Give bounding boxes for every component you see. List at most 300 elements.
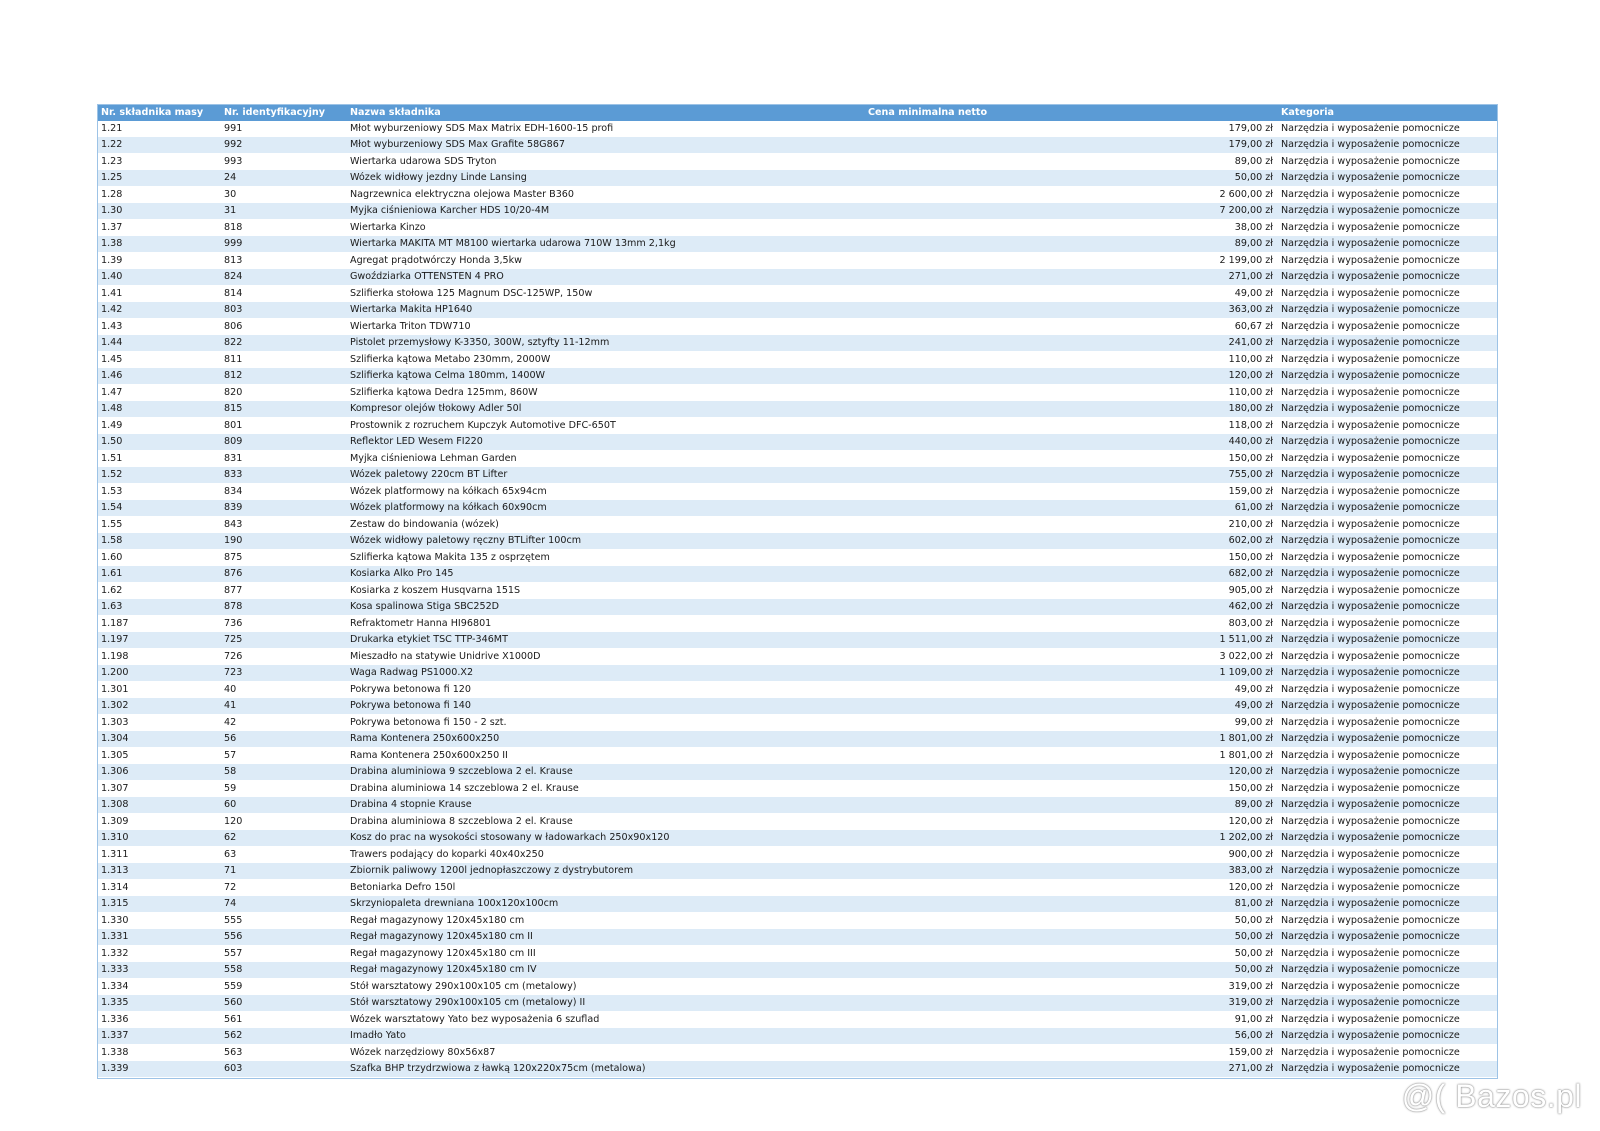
cell-category: Narzędzia i wyposażenie pomocnicze bbox=[1281, 799, 1460, 810]
cell-name: Wiertarka udarowa SDS Tryton bbox=[350, 155, 497, 167]
cell-price: 49,00 zł bbox=[1234, 700, 1273, 711]
cell-category: Narzędzia i wyposażenie pomocnicze bbox=[1281, 436, 1460, 447]
table-row bbox=[98, 616, 1497, 633]
cell-name: Szlifierka kątowa Celma 180mm, 1400W bbox=[350, 370, 546, 381]
cell-category: Narzędzia i wyposażenie pomocnicze bbox=[1281, 1030, 1460, 1041]
cell-name: Drabina aluminiowa 14 szczeblowa 2 el. Krause bbox=[350, 782, 579, 794]
cell-category: Narzędzia i wyposażenie pomocnicze bbox=[1281, 469, 1460, 480]
cell-nr: 1.44 bbox=[101, 337, 123, 348]
cell-nr: 1.330 bbox=[101, 914, 129, 926]
cell-id: 991 bbox=[224, 122, 243, 134]
cell-nr: 1.335 bbox=[101, 997, 129, 1008]
cell-category: Narzędzia i wyposażenie pomocnicze bbox=[1281, 287, 1460, 299]
cell-id: 71 bbox=[224, 865, 237, 876]
table-row bbox=[98, 550, 1497, 567]
table-row bbox=[98, 781, 1497, 798]
cell-name: Wózek paletowy 220cm BT Lifter bbox=[350, 469, 508, 480]
cell-nr: 1.307 bbox=[101, 782, 129, 794]
cell-name: Refraktometr Hanna HI96801 bbox=[350, 617, 492, 629]
cell-name: Kosiarka z koszem Husqvarna 151S bbox=[350, 584, 521, 596]
cell-price: 1 202,00 zł bbox=[1219, 832, 1273, 843]
cell-nr: 1.198 bbox=[101, 650, 129, 662]
cell-category: Narzędzia i wyposażenie pomocnicze bbox=[1281, 1046, 1460, 1058]
cell-nr: 1.21 bbox=[101, 122, 123, 134]
cell-category: Narzędzia i wyposażenie pomocnicze bbox=[1281, 815, 1460, 827]
cell-price: 271,00 zł bbox=[1228, 1063, 1273, 1074]
cell-id: 60 bbox=[224, 799, 237, 810]
cell-name: Kompresor olejów tłokowy Adler 50l bbox=[350, 403, 522, 414]
table-row bbox=[98, 632, 1497, 649]
cell-nr: 1.45 bbox=[101, 353, 123, 365]
table-row bbox=[98, 154, 1497, 171]
cell-id: 62 bbox=[224, 832, 237, 843]
cell-price: 159,00 zł bbox=[1228, 1046, 1273, 1058]
table-row bbox=[98, 385, 1497, 402]
table-row bbox=[98, 979, 1497, 996]
table-row bbox=[98, 203, 1497, 220]
cell-id: 24 bbox=[224, 172, 237, 183]
cell-nr: 1.302 bbox=[101, 700, 129, 711]
cell-id: 736 bbox=[224, 617, 243, 629]
cell-category: Narzędzia i wyposażenie pomocnicze bbox=[1281, 304, 1460, 315]
cell-price: 440,00 zł bbox=[1228, 436, 1273, 447]
cell-category: Narzędzia i wyposażenie pomocnicze bbox=[1281, 386, 1460, 398]
cell-price: 1 109,00 zł bbox=[1219, 667, 1273, 678]
cell-id: 723 bbox=[224, 667, 243, 678]
cell-id: 559 bbox=[224, 980, 243, 992]
cell-price: 2 600,00 zł bbox=[1219, 188, 1273, 200]
cell-nr: 1.60 bbox=[101, 551, 123, 563]
cell-name: Szlifierka kątowa Metabo 230mm, 2000W bbox=[350, 353, 551, 365]
cell-id: 811 bbox=[224, 353, 243, 365]
cell-price: 682,00 zł bbox=[1228, 568, 1273, 579]
cell-id: 562 bbox=[224, 1030, 243, 1041]
table-row bbox=[98, 451, 1497, 468]
cell-nr: 1.25 bbox=[101, 172, 123, 183]
cell-nr: 1.303 bbox=[101, 716, 129, 728]
cell-name: Regał magazynowy 120x45x180 cm IV bbox=[350, 964, 537, 975]
cell-id: 875 bbox=[224, 551, 243, 563]
cell-name: Wózek warsztatowy Yato bez wyposażenia 6 szuflad bbox=[350, 1013, 600, 1025]
cell-category: Narzędzia i wyposażenie pomocnicze bbox=[1281, 997, 1460, 1008]
cell-price: 363,00 zł bbox=[1228, 304, 1273, 315]
cell-category: Narzędzia i wyposażenie pomocnicze bbox=[1281, 403, 1460, 414]
cell-name: Pokrywa betonowa fi 140 bbox=[350, 700, 472, 711]
cell-price: 803,00 zł bbox=[1228, 617, 1273, 629]
cell-nr: 1.46 bbox=[101, 370, 123, 381]
cell-nr: 1.51 bbox=[101, 452, 123, 464]
cell-price: 1 801,00 zł bbox=[1219, 749, 1273, 761]
cell-id: 822 bbox=[224, 337, 243, 348]
table-row bbox=[98, 302, 1497, 319]
cell-nr: 1.42 bbox=[101, 304, 123, 315]
cell-price: 120,00 zł bbox=[1228, 881, 1273, 893]
cell-price: 241,00 zł bbox=[1228, 337, 1273, 348]
cell-category: Narzędzia i wyposażenie pomocnicze bbox=[1281, 667, 1460, 678]
cell-category: Narzędzia i wyposażenie pomocnicze bbox=[1281, 337, 1460, 348]
cell-category: Narzędzia i wyposażenie pomocnicze bbox=[1281, 964, 1460, 975]
cell-id: 824 bbox=[224, 271, 243, 282]
table-body bbox=[98, 121, 1497, 1078]
cell-name: Szlifierka kątowa Makita 135 z osprzętem bbox=[350, 551, 550, 563]
cell-nr: 1.313 bbox=[101, 865, 129, 876]
cell-price: 91,00 zł bbox=[1234, 1013, 1273, 1025]
cell-category: Narzędzia i wyposażenie pomocnicze bbox=[1281, 650, 1460, 662]
cell-name: Wózek narzędziowy 80x56x87 bbox=[350, 1046, 496, 1058]
cell-name: Zbiornik paliwowy 1200l jednopłaszczowy z dystrybutorem bbox=[350, 865, 634, 876]
cell-id: 556 bbox=[224, 931, 243, 942]
table-row bbox=[98, 962, 1497, 979]
cell-price: 755,00 zł bbox=[1228, 469, 1273, 480]
table-row bbox=[98, 1028, 1497, 1045]
table-row bbox=[98, 533, 1497, 550]
cell-id: 809 bbox=[224, 436, 243, 447]
cell-name: Szafka BHP trzydrzwiowa z ławką 120x220x75cm (metalowa) bbox=[350, 1063, 646, 1074]
cell-price: 81,00 zł bbox=[1234, 898, 1273, 909]
cell-id: 561 bbox=[224, 1013, 243, 1025]
cell-nr: 1.339 bbox=[101, 1063, 129, 1074]
cell-name: Wózek platformowy na kółkach 65x94cm bbox=[350, 485, 547, 497]
header-price: Cena minimalna netto bbox=[868, 107, 988, 118]
table-row bbox=[98, 335, 1497, 352]
cell-category: Narzędzia i wyposażenie pomocnicze bbox=[1281, 700, 1460, 711]
cell-category: Narzędzia i wyposażenie pomocnicze bbox=[1281, 601, 1460, 612]
cell-price: 89,00 zł bbox=[1234, 799, 1273, 810]
cell-price: 1 801,00 zł bbox=[1219, 733, 1273, 744]
cell-category: Narzędzia i wyposażenie pomocnicze bbox=[1281, 139, 1460, 150]
cell-nr: 1.304 bbox=[101, 733, 129, 744]
table-row bbox=[98, 995, 1497, 1012]
table-row bbox=[98, 170, 1497, 187]
cell-id: 813 bbox=[224, 254, 243, 266]
cell-name: Wiertarka MAKITA MT M8100 wiertarka udarowa 710W 13mm 2,1kg bbox=[350, 238, 676, 249]
cell-nr: 1.310 bbox=[101, 832, 129, 843]
table-row bbox=[98, 814, 1497, 831]
cell-id: 42 bbox=[224, 716, 237, 728]
cell-category: Narzędzia i wyposażenie pomocnicze bbox=[1281, 766, 1460, 777]
table-row bbox=[98, 698, 1497, 715]
cell-nr: 1.336 bbox=[101, 1013, 129, 1025]
cell-nr: 1.332 bbox=[101, 947, 129, 959]
cell-price: 50,00 zł bbox=[1234, 931, 1273, 942]
table-row bbox=[98, 863, 1497, 880]
cell-name: Regał magazynowy 120x45x180 cm II bbox=[350, 931, 533, 942]
cell-name: Młot wyburzeniowy SDS Max Grafite 58G867 bbox=[350, 139, 565, 150]
cell-category: Narzędzia i wyposażenie pomocnicze bbox=[1281, 617, 1460, 629]
cell-nr: 1.23 bbox=[101, 155, 123, 167]
cell-nr: 1.315 bbox=[101, 898, 129, 909]
table-row bbox=[98, 896, 1497, 913]
cell-price: 50,00 zł bbox=[1234, 947, 1273, 959]
cell-price: 271,00 zł bbox=[1228, 271, 1273, 282]
cell-nr: 1.333 bbox=[101, 964, 129, 975]
cell-name: Prostownik z rozruchem Kupczyk Automotive DFC-650T bbox=[350, 419, 616, 431]
cell-name: Waga Radwag PS1000.X2 bbox=[350, 667, 474, 678]
cell-price: 56,00 zł bbox=[1234, 1030, 1273, 1041]
cell-name: Kosa spalinowa Stiga SBC252D bbox=[350, 601, 500, 612]
cell-name: Stół warsztatowy 290x100x105 cm (metalowy) II bbox=[350, 997, 586, 1008]
cell-price: 120,00 zł bbox=[1228, 815, 1273, 827]
cell-name: Wiertarka Triton TDW710 bbox=[350, 320, 471, 332]
cell-name: Wiertarka Makita HP1640 bbox=[350, 304, 473, 315]
cell-name: Agregat prądotwórczy Honda 3,5kw bbox=[350, 254, 523, 266]
cell-price: 159,00 zł bbox=[1228, 485, 1273, 497]
cell-category: Narzędzia i wyposażenie pomocnicze bbox=[1281, 122, 1460, 134]
cell-id: 31 bbox=[224, 205, 237, 216]
cell-nr: 1.49 bbox=[101, 419, 123, 431]
cell-name: Rama Kontenera 250x600x250 II bbox=[350, 749, 508, 761]
table-row bbox=[98, 797, 1497, 814]
table-row bbox=[98, 220, 1497, 237]
cell-category: Narzędzia i wyposażenie pomocnicze bbox=[1281, 518, 1460, 530]
cell-category: Narzędzia i wyposażenie pomocnicze bbox=[1281, 419, 1460, 431]
table-row bbox=[98, 319, 1497, 336]
cell-category: Narzędzia i wyposażenie pomocnicze bbox=[1281, 238, 1460, 249]
cell-id: 557 bbox=[224, 947, 243, 959]
cell-id: 834 bbox=[224, 485, 243, 497]
cell-name: Stół warsztatowy 290x100x105 cm (metalowy) bbox=[350, 980, 577, 992]
cell-id: 843 bbox=[224, 518, 243, 530]
table-row bbox=[98, 286, 1497, 303]
cell-name: Wózek widłowy paletowy ręczny BTLifter 100cm bbox=[350, 535, 582, 546]
cell-price: 38,00 zł bbox=[1234, 221, 1273, 233]
cell-name: Drukarka etykiet TSC TTP-346MT bbox=[350, 634, 508, 645]
cell-name: Nagrzewnica elektryczna olejowa Master B360 bbox=[350, 188, 575, 200]
cell-nr: 1.331 bbox=[101, 931, 129, 942]
cell-category: Narzędzia i wyposażenie pomocnicze bbox=[1281, 782, 1460, 794]
cell-price: 210,00 zł bbox=[1228, 518, 1273, 530]
cell-nr: 1.200 bbox=[101, 667, 129, 678]
table-row bbox=[98, 665, 1497, 682]
cell-category: Narzędzia i wyposażenie pomocnicze bbox=[1281, 749, 1460, 761]
cell-nr: 1.55 bbox=[101, 518, 123, 530]
cell-nr: 1.47 bbox=[101, 386, 123, 398]
cell-nr: 1.40 bbox=[101, 271, 123, 282]
table-row bbox=[98, 880, 1497, 897]
cell-id: 72 bbox=[224, 881, 237, 893]
cell-name: Betoniarka Defro 150l bbox=[350, 881, 456, 893]
header-category: Kategoria bbox=[1281, 107, 1334, 118]
cell-nr: 1.314 bbox=[101, 881, 129, 893]
cell-nr: 1.338 bbox=[101, 1046, 129, 1058]
table-row bbox=[98, 847, 1497, 864]
cell-nr: 1.58 bbox=[101, 535, 123, 546]
cell-price: 118,00 zł bbox=[1228, 419, 1273, 431]
cell-price: 110,00 zł bbox=[1228, 386, 1273, 398]
cell-name: Pistolet przemysłowy K-3350, 300W, sztyfty 11-12mm bbox=[350, 337, 610, 348]
cell-id: 878 bbox=[224, 601, 243, 612]
cell-price: 49,00 zł bbox=[1234, 287, 1273, 299]
cell-nr: 1.39 bbox=[101, 254, 123, 266]
cell-id: 803 bbox=[224, 304, 243, 315]
cell-price: 60,67 zł bbox=[1234, 320, 1273, 332]
table-row bbox=[98, 517, 1497, 534]
cell-category: Narzędzia i wyposażenie pomocnicze bbox=[1281, 584, 1460, 596]
table-row bbox=[98, 566, 1497, 583]
table-row bbox=[98, 137, 1497, 154]
cell-price: 50,00 zł bbox=[1234, 172, 1273, 183]
cell-nr: 1.28 bbox=[101, 188, 123, 200]
cell-name: Myjka ciśnieniowa Lehman Garden bbox=[350, 452, 517, 464]
header-name: Nazwa składnika bbox=[350, 107, 441, 118]
cell-category: Narzędzia i wyposażenie pomocnicze bbox=[1281, 634, 1460, 645]
table-row bbox=[98, 401, 1497, 418]
cell-category: Narzędzia i wyposażenie pomocnicze bbox=[1281, 947, 1460, 959]
cell-id: 63 bbox=[224, 848, 237, 860]
cell-nr: 1.197 bbox=[101, 634, 129, 645]
cell-name: Wiertarka Kinzo bbox=[350, 221, 426, 233]
table-row bbox=[98, 764, 1497, 781]
header-id: Nr. identyfikacyjny bbox=[224, 107, 325, 118]
table-header bbox=[98, 105, 1497, 121]
cell-category: Narzędzia i wyposażenie pomocnicze bbox=[1281, 931, 1460, 942]
cell-category: Narzędzia i wyposażenie pomocnicze bbox=[1281, 568, 1460, 579]
cell-name: Kosiarka Alko Pro 145 bbox=[350, 568, 454, 579]
cell-price: 61,00 zł bbox=[1234, 502, 1273, 513]
cell-nr: 1.41 bbox=[101, 287, 123, 299]
cell-nr: 1.311 bbox=[101, 848, 129, 860]
cell-category: Narzędzia i wyposażenie pomocnicze bbox=[1281, 898, 1460, 909]
table-row bbox=[98, 599, 1497, 616]
cell-price: 150,00 zł bbox=[1228, 452, 1273, 464]
cell-id: 831 bbox=[224, 452, 243, 464]
cell-name: Imadło Yato bbox=[350, 1030, 406, 1041]
cell-name: Regał magazynowy 120x45x180 cm III bbox=[350, 947, 536, 959]
cell-id: 876 bbox=[224, 568, 243, 579]
cell-id: 74 bbox=[224, 898, 237, 909]
cell-category: Narzędzia i wyposażenie pomocnicze bbox=[1281, 205, 1460, 216]
cell-category: Narzędzia i wyposażenie pomocnicze bbox=[1281, 865, 1460, 876]
cell-nr: 1.43 bbox=[101, 320, 123, 332]
cell-name: Zestaw do bindowania (wózek) bbox=[350, 518, 499, 530]
cell-price: 89,00 zł bbox=[1234, 155, 1273, 167]
bazos-watermark: @( Bazos.pl bbox=[1401, 1078, 1582, 1114]
cell-name: Drabina aluminiowa 9 szczeblowa 2 el. Krause bbox=[350, 766, 573, 777]
cell-category: Narzędzia i wyposażenie pomocnicze bbox=[1281, 452, 1460, 464]
cell-nr: 1.334 bbox=[101, 980, 129, 992]
cell-price: 7 200,00 zł bbox=[1219, 205, 1273, 216]
cell-category: Narzędzia i wyposażenie pomocnicze bbox=[1281, 683, 1460, 695]
cell-price: 99,00 zł bbox=[1234, 716, 1273, 728]
cell-id: 120 bbox=[224, 815, 243, 827]
cell-name: Mieszadło na statywie Unidrive X1000D bbox=[350, 650, 541, 662]
cell-name: Pokrywa betonowa fi 120 bbox=[350, 683, 472, 695]
cell-category: Narzędzia i wyposażenie pomocnicze bbox=[1281, 188, 1460, 200]
cell-id: 57 bbox=[224, 749, 237, 761]
cell-nr: 1.52 bbox=[101, 469, 123, 480]
cell-category: Narzędzia i wyposażenie pomocnicze bbox=[1281, 254, 1460, 266]
cell-id: 726 bbox=[224, 650, 243, 662]
cell-category: Narzędzia i wyposażenie pomocnicze bbox=[1281, 848, 1460, 860]
table-row bbox=[98, 187, 1497, 204]
cell-price: 900,00 zł bbox=[1228, 848, 1273, 860]
cell-price: 319,00 zł bbox=[1228, 997, 1273, 1008]
cell-nr: 1.62 bbox=[101, 584, 123, 596]
cell-category: Narzędzia i wyposażenie pomocnicze bbox=[1281, 1063, 1460, 1074]
cell-nr: 1.38 bbox=[101, 238, 123, 249]
table-row bbox=[98, 946, 1497, 963]
table-row bbox=[98, 121, 1497, 138]
cell-nr: 1.37 bbox=[101, 221, 123, 233]
table-row bbox=[98, 1012, 1497, 1029]
cell-id: 993 bbox=[224, 155, 243, 167]
cell-nr: 1.306 bbox=[101, 766, 129, 777]
cell-id: 40 bbox=[224, 683, 237, 695]
cell-name: Myjka ciśnieniowa Karcher HDS 10/20-4M bbox=[350, 205, 550, 216]
cell-category: Narzędzia i wyposażenie pomocnicze bbox=[1281, 733, 1460, 744]
cell-category: Narzędzia i wyposażenie pomocnicze bbox=[1281, 535, 1460, 546]
cell-name: Wózek platformowy na kółkach 60x90cm bbox=[350, 502, 547, 513]
table-row bbox=[98, 748, 1497, 765]
cell-price: 2 199,00 zł bbox=[1219, 254, 1273, 266]
table-row bbox=[98, 1045, 1497, 1062]
cell-price: 49,00 zł bbox=[1234, 683, 1273, 695]
cell-category: Narzędzia i wyposażenie pomocnicze bbox=[1281, 155, 1460, 167]
cell-price: 179,00 zł bbox=[1228, 139, 1273, 150]
cell-id: 58 bbox=[224, 766, 237, 777]
cell-name: Pokrywa betonowa fi 150 - 2 szt. bbox=[350, 716, 507, 728]
cell-nr: 1.308 bbox=[101, 799, 129, 810]
table-row bbox=[98, 434, 1497, 451]
cell-name: Młot wyburzeniowy SDS Max Matrix EDH-1600-15 profi bbox=[350, 122, 614, 134]
cell-category: Narzędzia i wyposażenie pomocnicze bbox=[1281, 370, 1460, 381]
table-row bbox=[98, 682, 1497, 699]
cell-id: 801 bbox=[224, 419, 243, 431]
cell-id: 725 bbox=[224, 634, 243, 645]
cell-price: 383,00 zł bbox=[1228, 865, 1273, 876]
cell-category: Narzędzia i wyposażenie pomocnicze bbox=[1281, 353, 1460, 365]
cell-price: 3 022,00 zł bbox=[1219, 650, 1273, 662]
cell-id: 806 bbox=[224, 320, 243, 332]
cell-nr: 1.48 bbox=[101, 403, 123, 414]
cell-name: Rama Kontenera 250x600x250 bbox=[350, 733, 500, 744]
table-row bbox=[98, 418, 1497, 435]
table-row bbox=[98, 1061, 1497, 1078]
header-nr: Nr. składnika masy bbox=[101, 107, 204, 118]
cell-name: Kosz do prac na wysokości stosowany w ładowarkach 250x90x120 bbox=[350, 832, 670, 843]
cell-nr: 1.22 bbox=[101, 139, 123, 150]
cell-id: 999 bbox=[224, 238, 243, 249]
cell-price: 180,00 zł bbox=[1228, 403, 1273, 414]
cell-category: Narzędzia i wyposażenie pomocnicze bbox=[1281, 881, 1460, 893]
cell-id: 555 bbox=[224, 914, 243, 926]
cell-nr: 1.30 bbox=[101, 205, 123, 216]
cell-id: 818 bbox=[224, 221, 243, 233]
cell-id: 558 bbox=[224, 964, 243, 975]
cell-price: 150,00 zł bbox=[1228, 782, 1273, 794]
cell-category: Narzędzia i wyposażenie pomocnicze bbox=[1281, 980, 1460, 992]
table-row bbox=[98, 913, 1497, 930]
cell-category: Narzędzia i wyposażenie pomocnicze bbox=[1281, 320, 1460, 332]
table-row bbox=[98, 368, 1497, 385]
cell-id: 56 bbox=[224, 733, 237, 744]
table-row bbox=[98, 649, 1497, 666]
cell-price: 602,00 zł bbox=[1228, 535, 1273, 546]
cell-id: 190 bbox=[224, 535, 243, 546]
table-row bbox=[98, 253, 1497, 270]
cell-category: Narzędzia i wyposażenie pomocnicze bbox=[1281, 485, 1460, 497]
cell-nr: 1.337 bbox=[101, 1030, 129, 1041]
cell-price: 462,00 zł bbox=[1228, 601, 1273, 612]
cell-id: 815 bbox=[224, 403, 243, 414]
cell-category: Narzędzia i wyposażenie pomocnicze bbox=[1281, 502, 1460, 513]
cell-nr: 1.63 bbox=[101, 601, 123, 612]
cell-id: 833 bbox=[224, 469, 243, 480]
cell-name: Gwoździarka OTTENSTEN 4 PRO bbox=[350, 271, 504, 282]
table-row bbox=[98, 929, 1497, 946]
cell-category: Narzędzia i wyposażenie pomocnicze bbox=[1281, 551, 1460, 563]
cell-name: Regał magazynowy 120x45x180 cm bbox=[350, 914, 525, 926]
